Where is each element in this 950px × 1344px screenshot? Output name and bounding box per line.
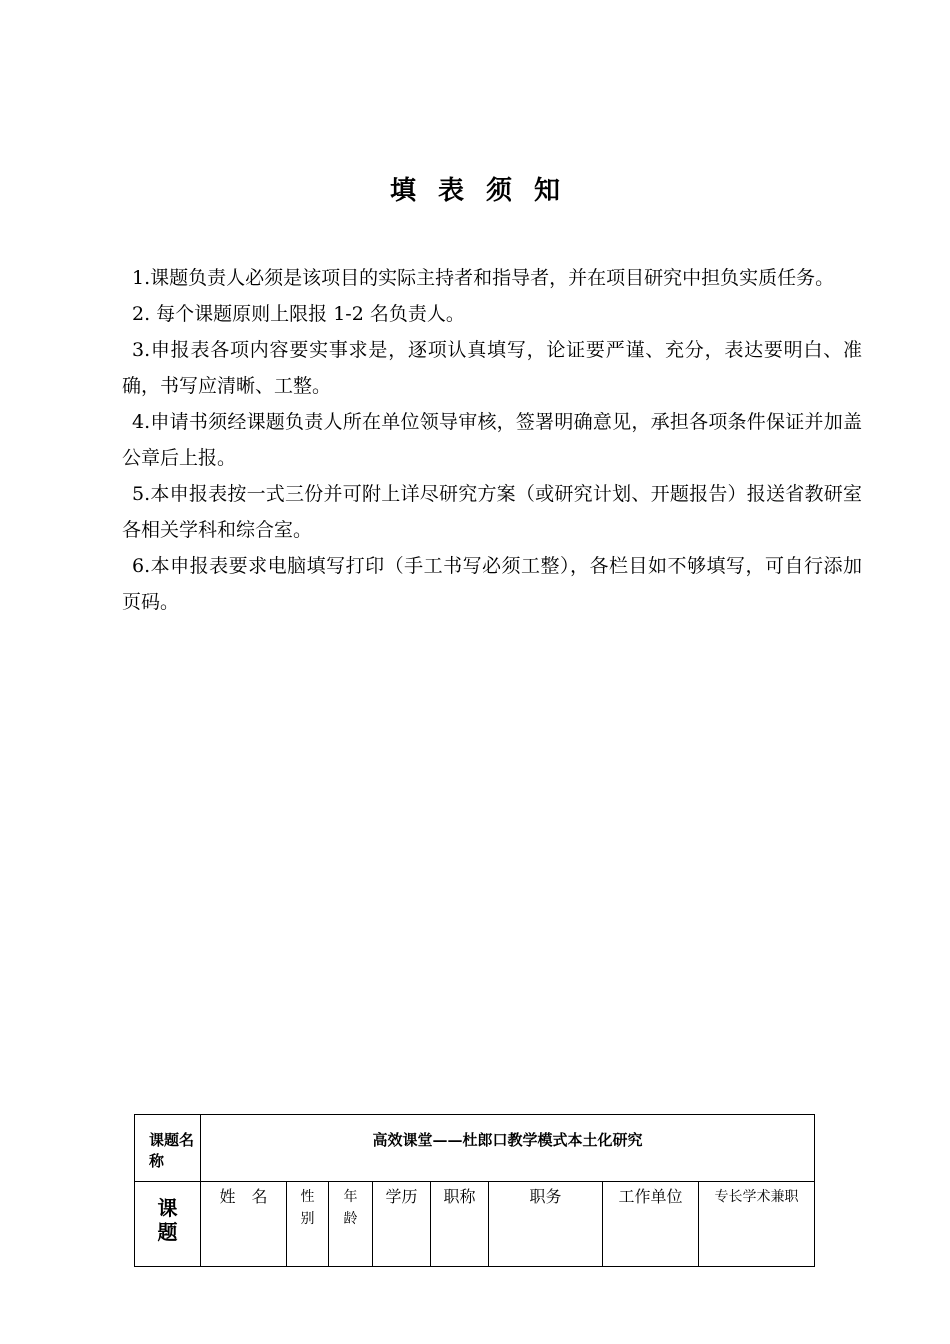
instruction-item: 3.申报表各项内容要实事求是，逐项认真填写，论证要严谨、充分，表达要明白、准确，书写应清晰、工整。 [122,339,862,397]
column-workplace: 工作单位 [603,1182,699,1267]
application-form-table [134,1114,815,1267]
column-name: 姓 名 [201,1182,287,1267]
column-gender [287,1182,329,1267]
topic-name-label: 课题名称 [135,1115,201,1182]
column-specialty: 专长学术兼职 [699,1182,815,1267]
instruction-item: 2. 每个课题原则上限报 1-2 名负责人。 [132,303,465,325]
column-position: 职务 [489,1182,603,1267]
column-education: 学历 [373,1182,431,1267]
topic-side-label [135,1182,201,1267]
instructions-list [122,260,862,620]
instruction-item: 5.本申报表按一式三份并可附上详尽研究方案（或研究计划、开题报告）报送省教研室各相关学科和综合室。 [122,483,862,541]
topic-side-label-char-1: 课 [157,1196,178,1220]
instruction-item: 4.申请书须经课题负责人所在单位领导审核，签署明确意见，承担各项条件保证并加盖公章后上报。 [122,411,862,469]
column-age [329,1182,373,1267]
instruction-item: 1.课题负责人必须是该项目的实际主持者和指导者，并在项目研究中担负实质任务。 [132,267,835,289]
page-title: 填表须知 [389,176,582,206]
column-title: 职称 [431,1182,489,1267]
column-gender-char-1: 性 [300,1189,315,1205]
topic-side-label-char-2: 题 [157,1220,178,1244]
column-age-char-2: 龄 [343,1211,358,1227]
column-age-char-1: 年 [343,1189,358,1205]
instruction-item: 6.本申报表要求电脑填写打印（手工书写必须工整），各栏目如不够填写，可自行添加页码。 [122,555,862,613]
column-gender-char-2: 别 [300,1211,315,1227]
topic-name-value[interactable]: 高效课堂——杜郎口教学模式本土化研究 [201,1115,815,1182]
